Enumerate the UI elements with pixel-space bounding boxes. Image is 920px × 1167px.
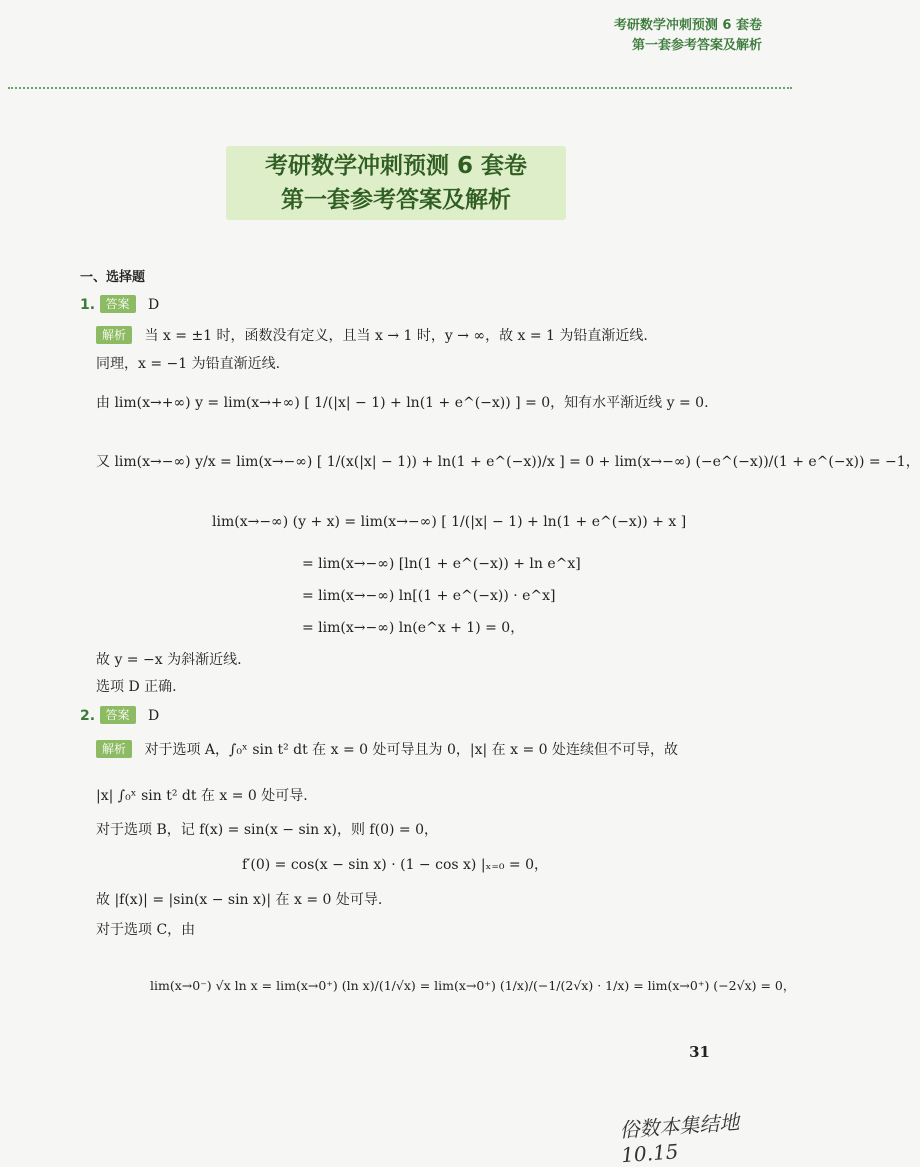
q1-line-6: = lim(x→−∞) [ln(1 + e^(−x)) + ln e^x] [302, 556, 581, 572]
q2-line-2: |x| ∫₀ˣ sin t² dt 在 x = 0 处可导. [96, 788, 308, 804]
q2-line-3: 对于选项 B，记 f(x) = sin(x − sin x)，则 f(0) = 0， [96, 822, 438, 838]
q1-line-2: 同理，x = −1 为铅直渐近线. [96, 356, 281, 372]
q1-number: 1. [80, 297, 96, 313]
section-heading: 一、选择题 [80, 270, 146, 285]
q2-line-6: 对于选项 C，由 [96, 922, 196, 938]
q1-answer: D [147, 297, 160, 313]
q1-line-9: 故 y = −x 为斜渐近线. [96, 652, 242, 668]
q1-answer-row [80, 295, 159, 315]
answer-badge: 答案 [100, 706, 136, 724]
q1-line-10: 选项 D 正确. [96, 679, 177, 695]
title-banner [226, 146, 566, 220]
running-header [614, 16, 762, 56]
analysis-badge: 解析 [96, 740, 132, 758]
q1-line-3: 由 lim(x→+∞) y = lim(x→+∞) [ 1/(|x| − 1) + ln(1 + e^(−x)) ] = 0，知有水平渐近线 y = 0. [96, 395, 709, 411]
q2-line-5: 故 |f(x)| = |sin(x − sin x)| 在 x = 0 处可导. [96, 892, 383, 908]
q1-line-5: lim(x→−∞) (y + x) = lim(x→−∞) [ 1/(|x| − 1) + ln(1 + e^(−x)) + x ] [212, 514, 687, 530]
q2-answer: D [147, 708, 160, 724]
page-number: 31 [689, 1043, 710, 1061]
q2-line-4: f′(0) = cos(x − sin x) · (1 − cos x) |ₓ₌₀ = 0， [242, 857, 549, 873]
header-line-1: 考研数学冲刺预测 6 套卷 [613, 18, 762, 33]
header-divider [8, 87, 792, 89]
q2-analysis-row [96, 740, 678, 760]
q2-number: 2. [80, 708, 96, 724]
answer-badge: 答案 [100, 295, 136, 313]
banner-title-2: 第一套参考答案及解析 [281, 187, 511, 213]
analysis-badge: 解析 [96, 326, 132, 344]
banner-title-1: 考研数学冲刺预测 6 套卷 [264, 153, 528, 179]
q2-answer-row [80, 706, 159, 726]
q2-line-7: lim(x→0⁻) √x ln x = lim(x→0⁺) (ln x)/(1/√x) = lim(x→0⁺) (1/x)/(−1/(2√x) · 1/x) = lim(x→0⁺) (−2√x) = 0， [150, 978, 796, 993]
header-line-2: 第一套参考答案及解析 [631, 38, 762, 53]
q2-line-1: 对于选项 A，∫₀ˣ sin t² dt 在 x = 0 处可导且为 0，|x| 在 x = 0 处连续但不可导，故 [144, 742, 678, 758]
q1-line-7: = lim(x→−∞) ln[(1 + e^(−x)) · e^x] [302, 588, 556, 604]
q1-line-1: 当 x = ±1 时，函数没有定义，且当 x → 1 时，y → ∞，故 x = 1 为铅直渐近线. [144, 328, 648, 344]
q1-line-4: 又 lim(x→−∞) y/x = lim(x→−∞) [ 1/(x(|x| − 1)) + ln(1 + e^(−x))/x ] = 0 + lim(x→−∞) (−e^(−x))/(1 + e^(−x)) = −1， [96, 454, 920, 470]
handwritten-note: 俗数本集结地 10.15 [618, 1109, 741, 1167]
q1-line-8: = lim(x→−∞) ln(e^x + 1) = 0， [302, 620, 525, 636]
q1-analysis-row [96, 326, 648, 346]
